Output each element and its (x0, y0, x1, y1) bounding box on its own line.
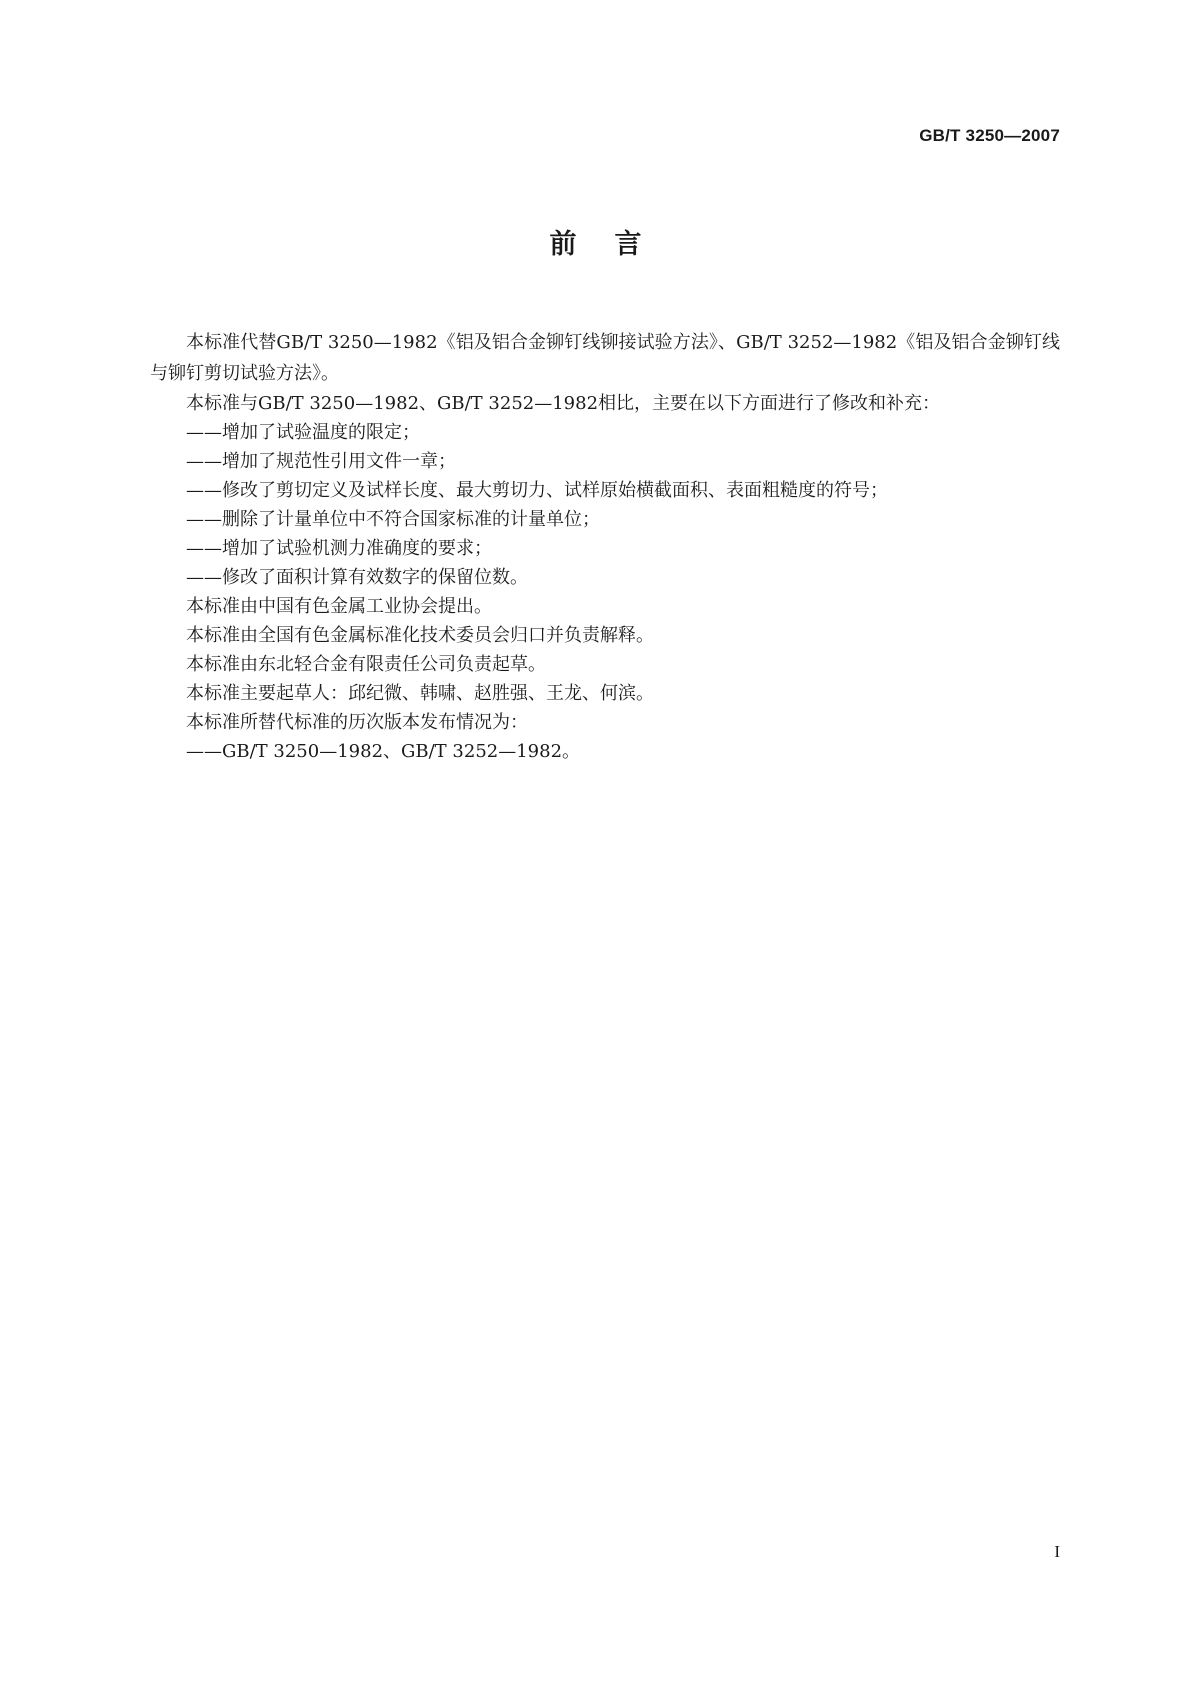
page-number: I (1054, 1542, 1060, 1561)
list-item-change: ——删除了计量单位中不符合国家标准的计量单位； (186, 509, 600, 530)
paragraph-drafters: 本标准主要起草人：邱纪微、韩啸、赵胜强、王龙、何滨。 (186, 683, 654, 704)
paragraph-changes-intro: 本标准与GB/T 3250—1982、GB/T 3252—1982相比，主要在以下方面进行了修改和补充： (186, 393, 941, 414)
paragraph-history-intro: 本标准所替代标准的历次版本发布情况为： (186, 712, 528, 733)
list-item-change: ——增加了规范性引用文件一章； (186, 451, 456, 472)
foreword-body (150, 327, 1060, 766)
list-item-change: ——增加了试验温度的限定； (186, 422, 420, 443)
page-title: 前言 (549, 229, 680, 260)
standard-number: GB/T 3250—2007 (919, 126, 1060, 145)
list-item-change: ——增加了试验机测力准确度的要求； (186, 538, 492, 559)
list-item-change: ——修改了剪切定义及试样长度、最大剪切力、试样原始横截面积、表面粗糙度的符号； (186, 480, 888, 501)
paragraph-responsible-committee: 本标准由全国有色金属标准化技术委员会归口并负责解释。 (186, 625, 654, 646)
paragraph-replaces: 本标准代替GB/T 3250—1982《铝及铝合金铆钉线铆接试验方法》、GB/T 3252—1982《铝及铝合金铆钉线与铆钉剪切试验方法》。 (150, 332, 1060, 384)
list-item-history: ——GB/T 3250—1982、GB/T 3252—1982。 (186, 741, 581, 762)
list-item-change: ——修改了面积计算有效数字的保留位数。 (186, 567, 528, 588)
paragraph-drafting-unit: 本标准由东北轻合金有限责任公司负责起草。 (186, 654, 546, 675)
paragraph-proposer: 本标准由中国有色金属工业协会提出。 (186, 596, 492, 617)
